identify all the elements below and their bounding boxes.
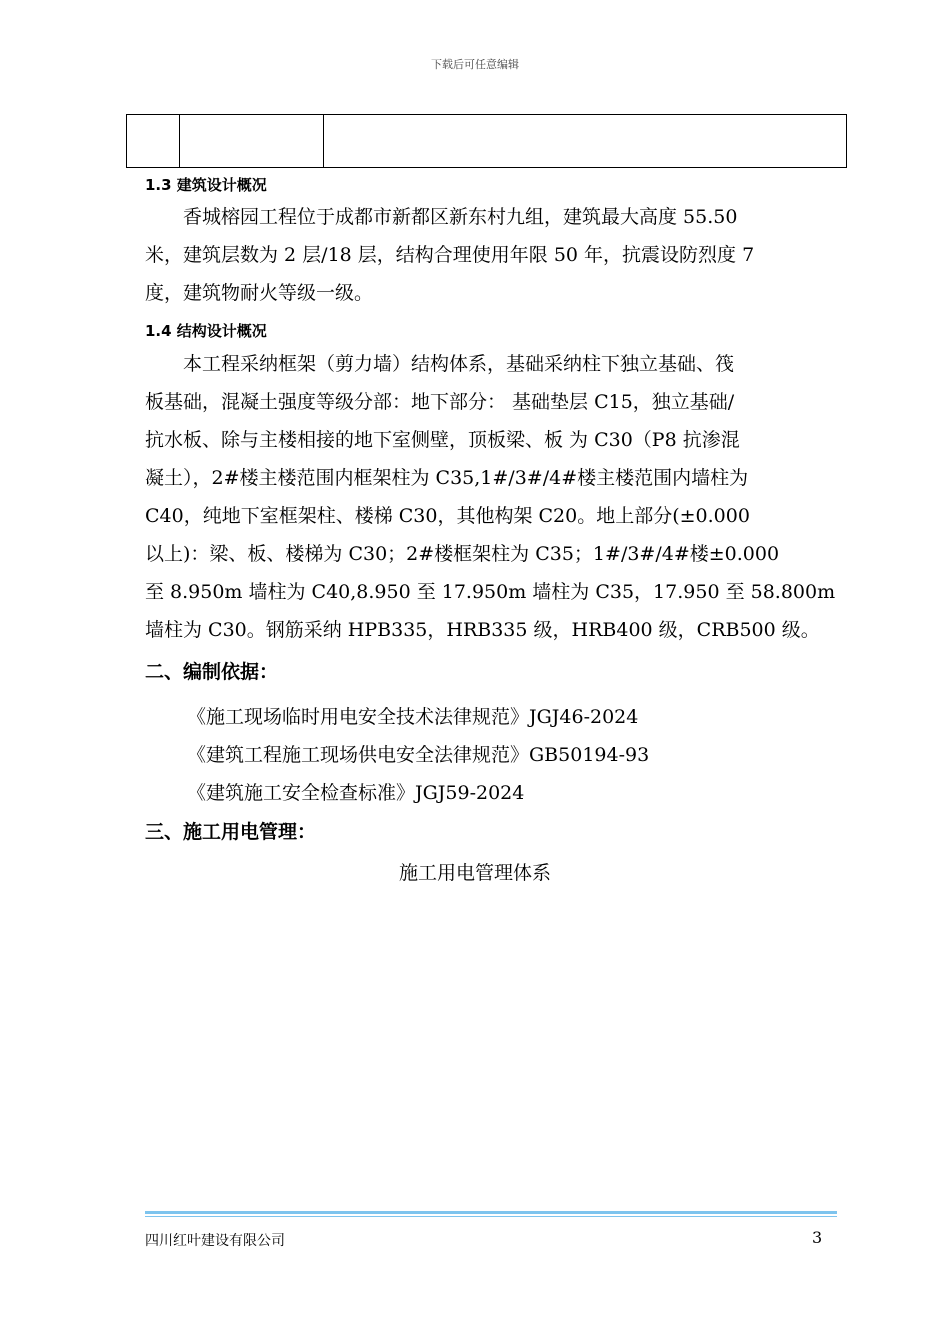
reference-item: 《建筑施工安全检查标准》JGJ59-2024 <box>187 782 525 804</box>
paragraph-line: 板基础，混凝土强度等级分部：地下部分： 基础垫层 C15，独立基础/ <box>145 391 735 413</box>
paragraph-line: 至 8.950m 墙柱为 C40,8.950 至 17.950m 墙柱为 C35，17.950 至 58.800m <box>145 581 836 603</box>
footer-company-name: 四川红叶建设有限公司 <box>145 1233 285 1249</box>
section-heading-basis: 二、编制依据： <box>145 661 279 683</box>
reference-item: 《施工现场临时用电安全技术法律规范》JGJ46-2024 <box>187 706 639 728</box>
paragraph-structure <box>145 345 839 649</box>
table-cell <box>324 115 846 167</box>
section-heading-management: 三、施工用电管理： <box>145 821 317 843</box>
footer-divider <box>145 1211 837 1214</box>
paragraph-line: 香城榕园工程位于成都市新都区新东村九组，建筑最大高度 55.50 <box>145 206 738 228</box>
paragraph-line: 抗水板、除与主楼相接的地下室侧壁，顶板梁、板 为 C30（P8 抗渗混 <box>145 429 740 451</box>
section-heading-1-4: 1.4 结构设计概况 <box>145 322 267 340</box>
reference-item: 《建筑工程施工现场供电安全法律规范》GB50194-93 <box>187 744 650 766</box>
section-heading-1-3: 1.3 建筑设计概况 <box>145 176 267 194</box>
footer-divider <box>145 1216 837 1217</box>
paragraph-line: 凝土），2#楼主楼范围内框架柱为 C35,1#/3#/4#楼主楼范围内墙柱为 <box>145 467 749 489</box>
paragraph-line: 墙柱为 C30。钢筋采纳 HPB335，HRB335 级，HRB400 级，CRB500 级。 <box>145 619 820 641</box>
page-number: 3 <box>812 1228 823 1247</box>
table-cell <box>127 115 180 167</box>
table-fragment <box>126 114 847 168</box>
paragraph-line: 本工程采纳框架（剪力墙）结构体系，基础采纳柱下独立基础、筏 <box>145 353 735 375</box>
table-cell <box>180 115 324 167</box>
paragraph-architecture <box>145 198 839 312</box>
paragraph-line: 米，建筑层数为 2 层/18 层，结构合理使用年限 50 年，抗震设防烈度 7 <box>145 244 755 266</box>
page-header-note: 下载后可任意编辑 <box>431 58 519 71</box>
paragraph-line: 度，建筑物耐火等级一级。 <box>145 282 374 304</box>
management-system-title: 施工用电管理体系 <box>398 862 551 884</box>
paragraph-line: C40，纯地下室框架柱、楼梯 C30，其他构架 C20。地上部分(±0.000 <box>145 505 750 527</box>
paragraph-line: 以上)：梁、板、楼梯为 C30；2#楼框架柱为 C35；1#/3#/4#楼±0.000 <box>145 543 780 565</box>
